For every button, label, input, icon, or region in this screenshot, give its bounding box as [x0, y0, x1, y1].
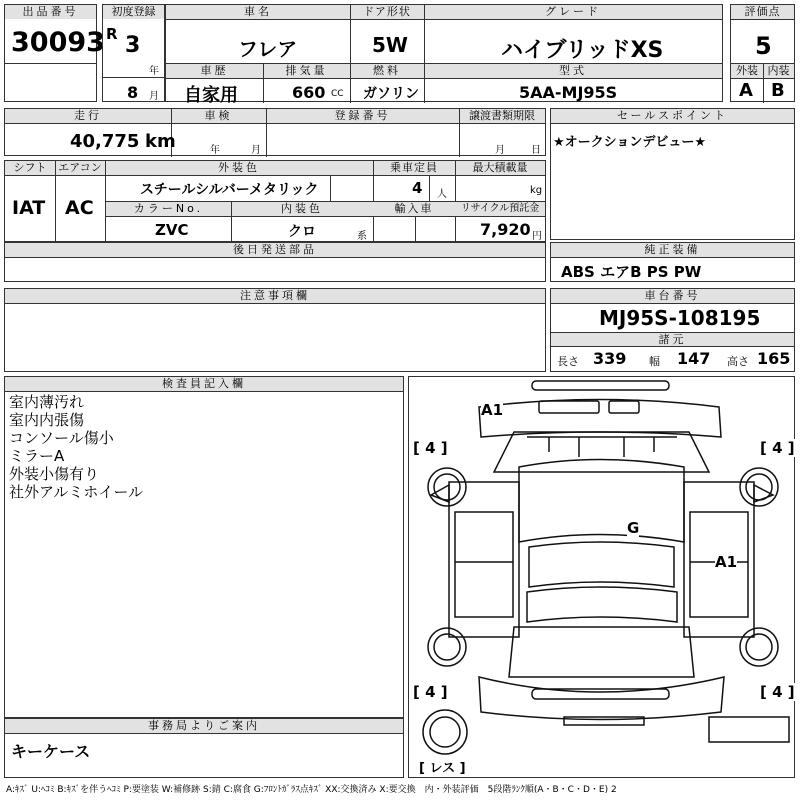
car-diagram — [408, 376, 795, 778]
mileage: 40,775 — [70, 131, 140, 152]
capacity-unit: 人 — [437, 189, 447, 200]
chassis: MJ95S-108195 — [599, 306, 761, 330]
later-parts-label: 後日発送部品 — [5, 243, 545, 257]
score-label: 評価点 — [731, 5, 794, 19]
tire-fr-value: 4 — [772, 439, 783, 457]
int-color-unit: 系 — [357, 231, 367, 242]
ext-color-label: 外装色 — [105, 161, 373, 175]
color-no: ZVC — [155, 221, 189, 239]
legend: A:ｷｽﾞ U:ﾍｺﾐ B:ｷｽﾞを伴うﾍｺﾐ P:要塗装 W:補修跡 S:錆 C:腐食 G:ﾌﾛﾝﾄｶﾞﾗｽ点ｷｽﾞ XX:交換済み X:要交換 内・外装評価 5段階ﾗﾝｸ順(A・B・C・D・E) 2 — [6, 785, 617, 795]
displacement-label: 排気量 — [263, 64, 350, 78]
tire-tread-fl: [ 4 ] — [413, 439, 448, 457]
height: 165 — [757, 349, 791, 368]
tire-fl-value: 4 — [425, 439, 436, 457]
max-load-label: 最大積載量 — [455, 161, 545, 175]
length-label: 長さ — [557, 355, 579, 368]
damage-mark-right: A1 — [715, 553, 738, 571]
color-no-label: カラーNo. — [106, 202, 231, 216]
lot-number: 30093 — [11, 27, 105, 58]
office-box — [4, 718, 404, 778]
month-num: 8 — [127, 83, 139, 102]
capacity: 4 — [412, 179, 423, 197]
shift-label: シフト — [5, 161, 55, 175]
transfer-month-unit: 月 — [495, 145, 505, 156]
tire-rr-value: 4 — [772, 683, 783, 701]
history: 自家用 — [184, 85, 238, 106]
recycle: 7,920 — [480, 220, 531, 239]
grade: ハイブリッドXS — [501, 38, 664, 63]
history-label: 車歴 — [166, 64, 263, 78]
notes-box — [4, 288, 546, 372]
ext-label: 外装 — [731, 64, 763, 78]
recycle-label: リサイクル預託金 — [455, 202, 545, 216]
insp-month-unit: 月 — [251, 145, 261, 156]
tire-tread-fr: [ 4 ] — [760, 439, 795, 457]
spare-value: レス — [429, 761, 456, 776]
chassis-box — [550, 288, 795, 372]
ext-grade: A — [739, 80, 753, 101]
car-name: フレア — [238, 37, 298, 61]
width-label: 幅 — [649, 355, 660, 368]
chassis-label: 車台番号 — [551, 289, 794, 303]
mileage-unit: km — [145, 131, 176, 152]
damage-mark-center: G — [627, 519, 640, 537]
int-color: クロ — [288, 224, 316, 240]
equipment: ABS エアB PS PW — [561, 263, 702, 281]
door-label: ドア形状 — [350, 5, 424, 19]
shift: IAT — [12, 197, 46, 219]
recycle-unit: 円 — [532, 231, 542, 242]
score: 5 — [755, 32, 772, 60]
office-label: 事務局よりご案内 — [5, 719, 403, 733]
height-label: 高さ — [727, 355, 749, 368]
damage-mark-front: A1 — [481, 401, 504, 419]
inspector-note: ミラーA — [9, 447, 65, 465]
mileage-box — [4, 108, 546, 156]
era: R — [106, 25, 118, 43]
spec-box — [4, 160, 546, 242]
length: 339 — [593, 349, 627, 368]
equipment-label: 純正装備 — [551, 243, 794, 257]
tire-rl-value: 4 — [425, 683, 436, 701]
ext-color: スチールシルバーメタリック — [140, 182, 319, 198]
inspector-note: 室内内張傷 — [9, 411, 85, 429]
tire-tread-rl: [ 4 ] — [413, 683, 448, 701]
capacity-label: 乗車定員 — [373, 161, 455, 175]
int-label: 内装 — [763, 64, 794, 78]
lot-label: 出品番号 — [5, 5, 96, 19]
fuel: ガソリン — [363, 86, 419, 102]
transfer-day-unit: 日 — [531, 145, 541, 156]
spare-tire: [ レス ] — [419, 757, 466, 776]
sales-point: ★オークションデビュー★ — [553, 135, 707, 150]
inspection-label: 車検 — [171, 109, 266, 123]
tire-tread-rr: [ 4 ] — [760, 683, 795, 701]
inspector-note: コンソール傷小 — [9, 429, 114, 447]
office-note: キーケース — [11, 742, 91, 761]
year-unit: 年 — [149, 66, 159, 77]
dims-label: 諸元 — [551, 333, 794, 347]
inspector-notes-list — [9, 393, 143, 501]
inspector-note: 室内薄汚れ — [9, 393, 85, 411]
lot-box — [4, 4, 105, 102]
insp-year-unit: 年 — [210, 145, 220, 156]
int-grade: B — [771, 80, 785, 101]
month-unit: 月 — [149, 91, 159, 102]
inspector-label: 検査員記入欄 — [5, 377, 403, 391]
notes-label: 注意事項欄 — [5, 289, 545, 303]
ac-label: エアコン — [55, 161, 105, 175]
inspector-box — [4, 376, 404, 718]
model-label: 型式 — [424, 64, 722, 78]
max-load-unit: kg — [530, 185, 543, 196]
ac: AC — [65, 197, 94, 219]
first-reg-label: 初度登録 — [103, 5, 164, 19]
sales-point-box — [550, 108, 795, 240]
inspector-note: 外装小傷有り — [9, 465, 100, 483]
car-name-label: 車名 — [166, 5, 350, 19]
door: 5W — [372, 33, 408, 57]
width: 147 — [677, 349, 711, 368]
transfer-label: 譲渡書類期限 — [459, 109, 545, 123]
fuel-label: 燃料 — [350, 64, 424, 78]
car-outline-svg — [409, 377, 796, 779]
year-num: 3 — [125, 33, 141, 58]
mileage-label: 走行 — [5, 109, 171, 123]
inspector-note: 社外アルミホイール — [9, 483, 144, 501]
sales-label: セールスポイント — [551, 109, 794, 123]
first-reg-box — [102, 4, 165, 102]
main-info-box — [165, 4, 723, 106]
int-color-label: 内装色 — [231, 202, 373, 216]
displacement-unit: CC — [331, 89, 344, 99]
equipment-box — [550, 242, 795, 282]
score-box — [730, 4, 795, 102]
grade-label: グレード — [424, 5, 722, 19]
import-label: 輸入車 — [373, 202, 455, 216]
later-parts-box — [4, 242, 546, 282]
model: 5AA-MJ95S — [519, 83, 618, 102]
reg-no-label: 登録番号 — [266, 109, 459, 123]
displacement: 660 — [292, 83, 326, 102]
